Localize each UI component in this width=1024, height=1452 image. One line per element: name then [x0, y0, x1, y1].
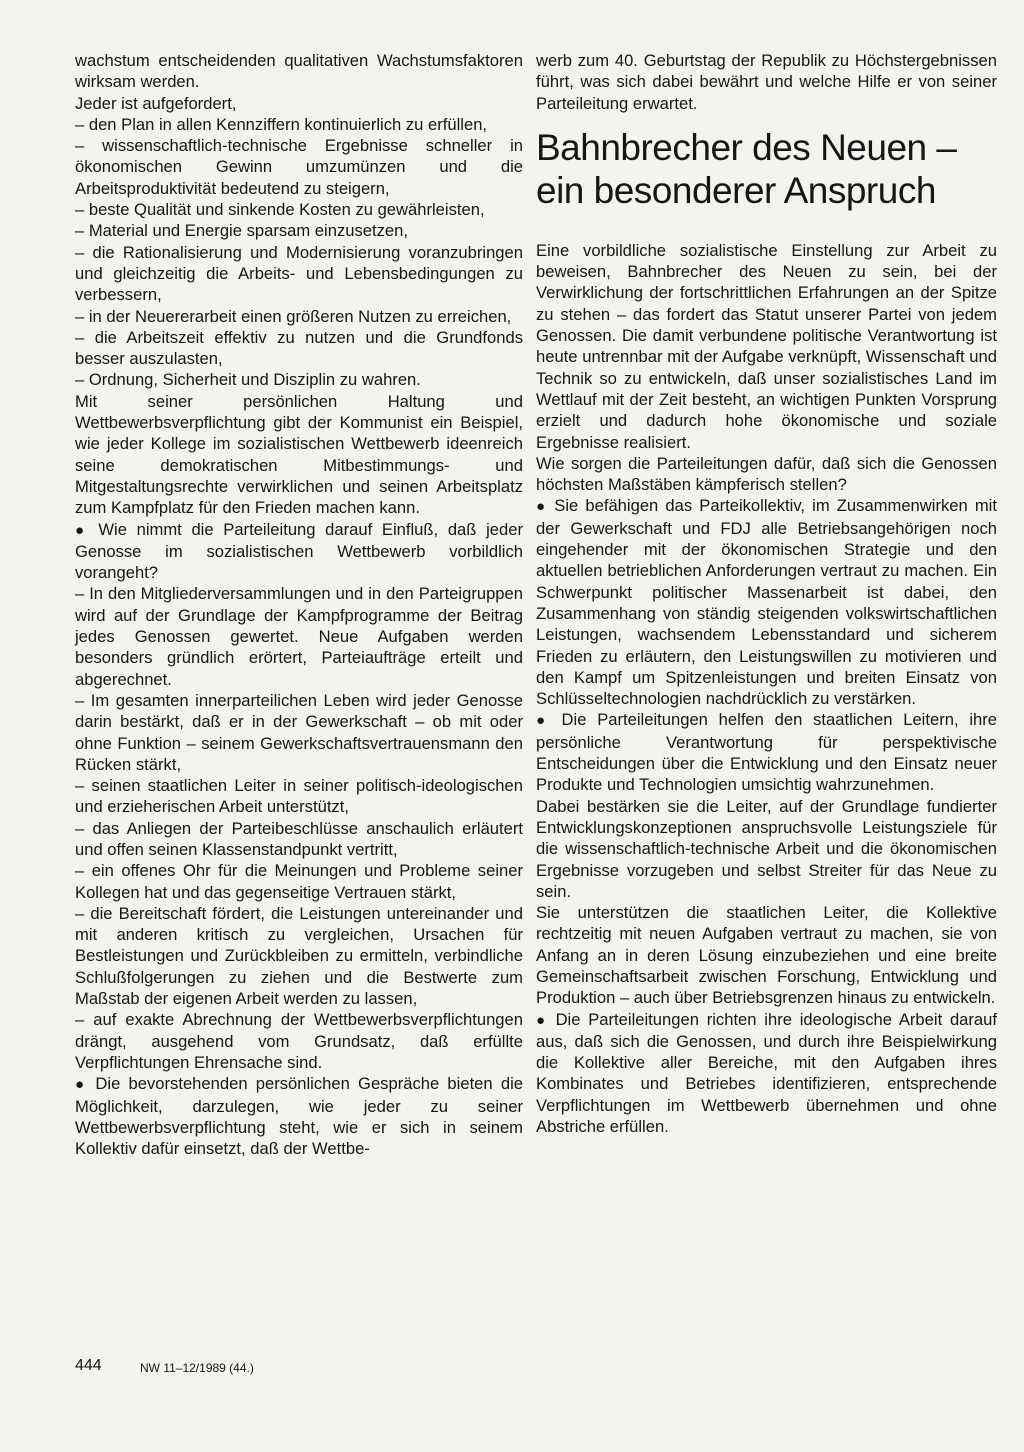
paragraph: Mit seiner persönlichen Haltung und Wettbewerbsverpflichtung gibt der Kommunist ein Beispiel, wie jeder Kollege im sozialistischen Wettbewerb ideenreich seine demokratischen Mitbestimmungs- und Mitgestaltungsrechte verwirklichen und seinen Arbeitsplatz zum Kampfplatz für den Frieden machen kann.: [75, 391, 523, 518]
page-number: 444: [75, 1357, 102, 1374]
paragraph: – wissenschaftlich-technische Ergebnisse schneller in ökonomischen Gewinn umzumünzen und die Arbeitsproduktivität bedeutend zu steigern,: [75, 136, 523, 198]
paragraph: Dabei bestärken sie die Leiter, auf der Grundlage fundierter Entwicklungskonzeptionen anspruchsvolle Leistungsziele für die wissenschaftlich-technische Arbeit und die ökonomischen Ergebnisse vorzugeben und selbst Streiter für das Neue zu sein.: [536, 796, 997, 901]
paragraph: – Ordnung, Sicherheit und Disziplin zu wahren.: [75, 370, 421, 390]
right-intro-paragraph: werb zum 40. Geburtstag der Republik zu Höchstergebnissen führt, was sich dabei bewährt und welche Hilfe er von seiner Parteileitung erwartet.: [536, 51, 997, 113]
paragraph: – seinen staatlichen Leiter in seiner politisch-ideologischen und erzieherischen Arbeit unterstützt,: [75, 776, 523, 817]
paragraph: – ein offenes Ohr für die Meinungen und Probleme seiner Kollegen hat und das gegenseitige Vertrauen stärkt,: [75, 861, 523, 902]
paragraph: – beste Qualität und sinkende Kosten zu gewährleisten,: [75, 200, 485, 220]
issue-reference: NW 11–12/1989 (44.): [140, 1361, 254, 1375]
paragraph: Wie sorgen die Parteileitungen dafür, daß sich die Genossen höchsten Maßstäben kämpferisch stellen?: [536, 453, 997, 495]
bullet-paragraph: ● Die Parteileitungen helfen den staatlichen Leitern, ihre persönliche Verantwortung für perspektivische Entscheidungen über die Entwicklung und den Einsatz neuer Produkte und Technologien umsichtig wahrzunehmen.: [536, 709, 997, 795]
paragraph: – die Bereitschaft fördert, die Leistungen untereinander und mit anderen kritisch zu vergleichen, Ursachen für Bestleistungen und Zurückbleiben zu ermitteln, verbindliche Schlußfolgerungen zu ziehen und die Bestwerte zum Maßstab der eigenen Arbeit werden zu lassen,: [75, 903, 523, 1009]
paragraph: Sie unterstützen die staatlichen Leiter, die Kollektive rechtzeitig mit neuen Aufgaben vertraut zu machen, sie von Anfang an in deren Lösung einzubeziehen und eine breite Gemeinschaftsarbeit zwischen Forschung, Entwicklung und Produktion – auch über Betriebsgrenzen hinaus zu entwickeln.: [536, 903, 997, 1008]
right-column: [536, 50, 997, 1137]
section-headline: Bahnbrecher des Neuen – ein besonderer Anspruch: [536, 126, 957, 211]
bullet-paragraph: ● Sie befähigen das Parteikollektiv, im Zusammenwirken mit der Gewerkschaft und FDJ alle Betriebsangehörigen noch eingehender mit der ökonomischen Strategie und den aktuellen betrieblichen Anforderungen vertraut zu machen. Ein Schwerpunkt politischer Massenarbeit ist dabei, den Zusammenhang von ständig steigenden volkswirtschaftlichen Leistungen, wachsendem Lebensstandard und sicherem Frieden zu erläutern, den Leistungswillen zu motivieren und den Kampf um Spitzenleistungen und breiten Einsatz von Schlüsseltechnologien nachdrücklich zu verstärken.: [536, 495, 997, 709]
paragraph: – die Rationalisierung und Modernisierung voranzubringen und gleichzeitig die Arbeits- und Lebensbedingungen zu verbessern,: [75, 242, 523, 305]
paragraph: – Im gesamten innerparteilichen Leben wird jeder Genosse darin bestärkt, daß er in der Gewerkschaft – ob mit oder ohne Funktion – seinem Gewerkschaftsvertrauensmann den Rücken stärkt,: [75, 690, 523, 774]
bullet-paragraph: ● Die bevorstehenden persönlichen Gespräche bieten die Möglichkeit, darzulegen, wie jeder zu seiner Wettbewerbsverpflichtung steht, wie er sich in seinem Kollektiv dafür einsetzt, daß der Wettbe-: [75, 1073, 523, 1159]
paragraph: Eine vorbildliche sozialistische Einstellung zur Arbeit zu beweisen, Bahnbrecher des Neuen zu sein, bei der Verwirklichung der fortschrittlichen Erfahrungen an der Spitze zu stehen – das fordert das Statut unserer Partei von jedem Genossen. Die damit verbundene politische Verantwortung ist heute untrennbar mit der Aufgabe verknüpft, Wissenschaft und Technik so zu entwickeln, daß unser sozialistisches Land im Wettlauf mit der Zeit besteht, an wichtigen Punkten Vorsprung erzielt und dadurch hohe ökonomische und soziale Ergebnisse realisiert.: [536, 240, 997, 452]
paragraph: – auf exakte Abrechnung der Wettbewerbsverpflichtungen drängt, ausgehend vom Grundsatz, daß erfüllte Verpflichtungen Ehrensache sind.: [75, 1010, 523, 1072]
paragraph: – den Plan in allen Kennziffern kontinuierlich zu erfüllen,: [75, 114, 488, 134]
right-body: [536, 240, 997, 1137]
paragraph: – in der Neuererarbeit einen größeren Nutzen zu erreichen,: [75, 306, 512, 326]
paragraph: – In den Mitgliederversammlungen und in den Parteigruppen wird auf der Grundlage der Kampfprogramme der Beitrag jedes Genossen gewertet. Neue Aufgaben werden besonders gründlich erörtert, Parteiaufträge erteilt und abgerechnet.: [75, 584, 523, 689]
paragraph: wachstum entscheidenden qualitativen Wachstumsfaktoren wirksam werden.: [75, 51, 523, 92]
left-column: [75, 50, 523, 1159]
paragraph: – die Arbeitszeit effektiv zu nutzen und die Grundfonds besser auszulasten,: [75, 327, 523, 369]
bullet-paragraph: ● Wie nimmt die Parteileitung darauf Einfluß, daß jeder Genosse im sozialistischen Wettbewerb vorbildlich vorangeht?: [75, 519, 523, 584]
paragraph: Jeder ist aufgefordert,: [75, 93, 237, 113]
bullet-paragraph: ● Die Parteileitungen richten ihre ideologische Arbeit darauf aus, daß sich die Genossen, und durch ihre Beispielwirkung die Kollektive aller Bereiche, mit den Aufgaben ihres Kombinates und Betriebes identifizieren, entsprechende Verpflichtungen im Wettbewerb übernehmen und ohne Abstriche erfüllen.: [536, 1009, 997, 1138]
paragraph: – das Anliegen der Parteibeschlüsse anschaulich erläutert und offen seinen Klassenstandpunkt vertritt,: [75, 818, 523, 859]
paragraph: – Material und Energie sparsam einzusetzen,: [75, 221, 408, 241]
